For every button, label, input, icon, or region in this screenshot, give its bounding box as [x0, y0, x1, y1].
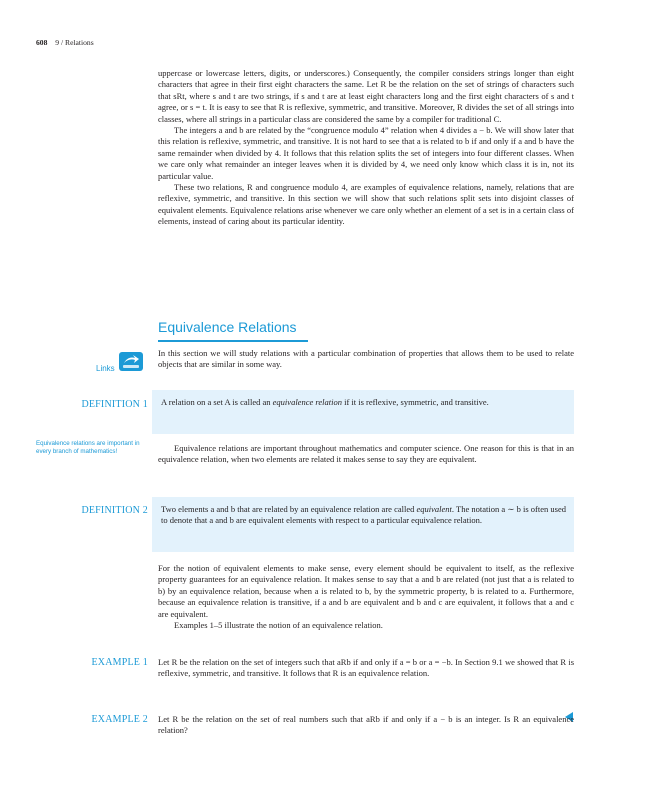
- intro-paragraph-2: The integers a and b are related by the “congruence modulo 4” relation when 4 divides a − b. We will show later that this relation is reflexive, symmetric, and transitive. It is not hard to see that a is related to b if and only if a and b have the same remainder when divided by 4. It follows that this relation splits the set of integers into four different classes. When we care only what remainder an integer leaves when it is divided by 4, we need only know which class it is in, not its particular value.: [158, 125, 574, 181]
- definition-2-term: equivalent: [416, 504, 452, 514]
- links-label[interactable]: Links: [96, 364, 115, 373]
- def2-followup-paragraph-1: For the notion of equivalent elements to make sense, every element should be equivalent to itself, as the reflexive property guarantees for an equivalence relation. It makes sense to say that a and b are related (not just that a is related to b) by an equivalence relation, because when a is related to b, by the symmetric property, b is related to a. Furthermore, because an equivalence relation is transitive, if a and b are equivalent and b and c are equivalent, it follows that a and c are equivalent.: [158, 563, 574, 619]
- definition-1-text-before: A relation on a set A is called an: [161, 397, 273, 407]
- def1-followup-paragraph: Equivalence relations are important throughout mathematics and computer science. One reason for this is that in an equivalence relation, when two elements are related it makes sense to say they are equivalent.: [158, 443, 574, 465]
- definition-1-followup: [158, 443, 574, 466]
- intro-paragraph-3: These two relations, R and congruence modulo 4, are examples of equivalence relations, namely, relations that are reflexive, symmetric, and transitive. In this section we will show that such relations split sets into disjoint classes of equivalent elements. Equivalence relations arise whenever we care only whether an element of a set is in a certain class of elements, instead of caring about its particular identity.: [158, 182, 574, 227]
- example-2: [158, 714, 574, 737]
- def2-followup-paragraph-2: Examples 1–5 illustrate the notion of an equivalence relation.: [174, 620, 383, 631]
- example-1: [158, 657, 574, 680]
- definition-1-label: DEFINITION 1: [81, 399, 148, 410]
- definition-2-text-after: . The notation a ∼ b is often used to denote that a and b are equivalent elements with respect to a particular equivalence relation.: [161, 504, 566, 526]
- page-number: 608: [36, 38, 48, 47]
- intro-text: [158, 68, 574, 228]
- definition-1-text-after: if it is reflexive, symmetric, and transitive.: [341, 397, 489, 407]
- running-head: 9 / Relations: [55, 38, 94, 47]
- section-intro-text: In this section we will study relations with a particular combination of properties that allows them to be used to relate objects that are similar in some way.: [158, 348, 574, 370]
- section-intro: [158, 348, 574, 371]
- definition-1-box: [152, 390, 574, 434]
- definition-2-box: [152, 497, 574, 552]
- page-header: [36, 38, 94, 47]
- links-icon[interactable]: [116, 351, 146, 373]
- definition-2-followup: [158, 563, 574, 631]
- example-1-text: Let R be the relation on the set of integers such that aRb if and only if a = b or a = −b. In Section 9.1 we showed that R is reflexive, symmetric, and transitive. It follows that R is an equivalence relation.: [158, 657, 574, 679]
- example-1-label: EXAMPLE 1: [91, 657, 148, 668]
- margin-note: Equivalence relations are important in every branch of mathematics!: [36, 440, 140, 456]
- example-2-text: Let R be the relation on the set of real numbers such that aRb if and only if a − b is an integer. Is R an equivalence relation?: [158, 714, 574, 736]
- section-title: Equivalence Relations: [158, 319, 297, 335]
- intro-paragraph-1: uppercase or lowercase letters, digits, or underscores.) Consequently, the compiler considers strings longer than eight characters that agree in their first eight characters the same. Let R be the relation on the set of strings of characters such that sRt, where s and t are two strings, if s and t are at least eight characters long and the first eight characters of s and t agree, or s = t. It is easy to see that R is reflexive, symmetric, and transitive. Moreover, R divides the set of all strings into classes, where all strings in a particular class are considered the same by a compiler for traditional C.: [158, 68, 574, 124]
- definition-1-term: equivalence relation: [272, 397, 342, 407]
- definition-2-text-before: Two elements a and b that are related by an equivalence relation are called: [161, 504, 417, 514]
- section-title-underline: [158, 340, 308, 342]
- example-2-label: EXAMPLE 2: [91, 714, 148, 725]
- definition-2-label: DEFINITION 2: [81, 505, 148, 516]
